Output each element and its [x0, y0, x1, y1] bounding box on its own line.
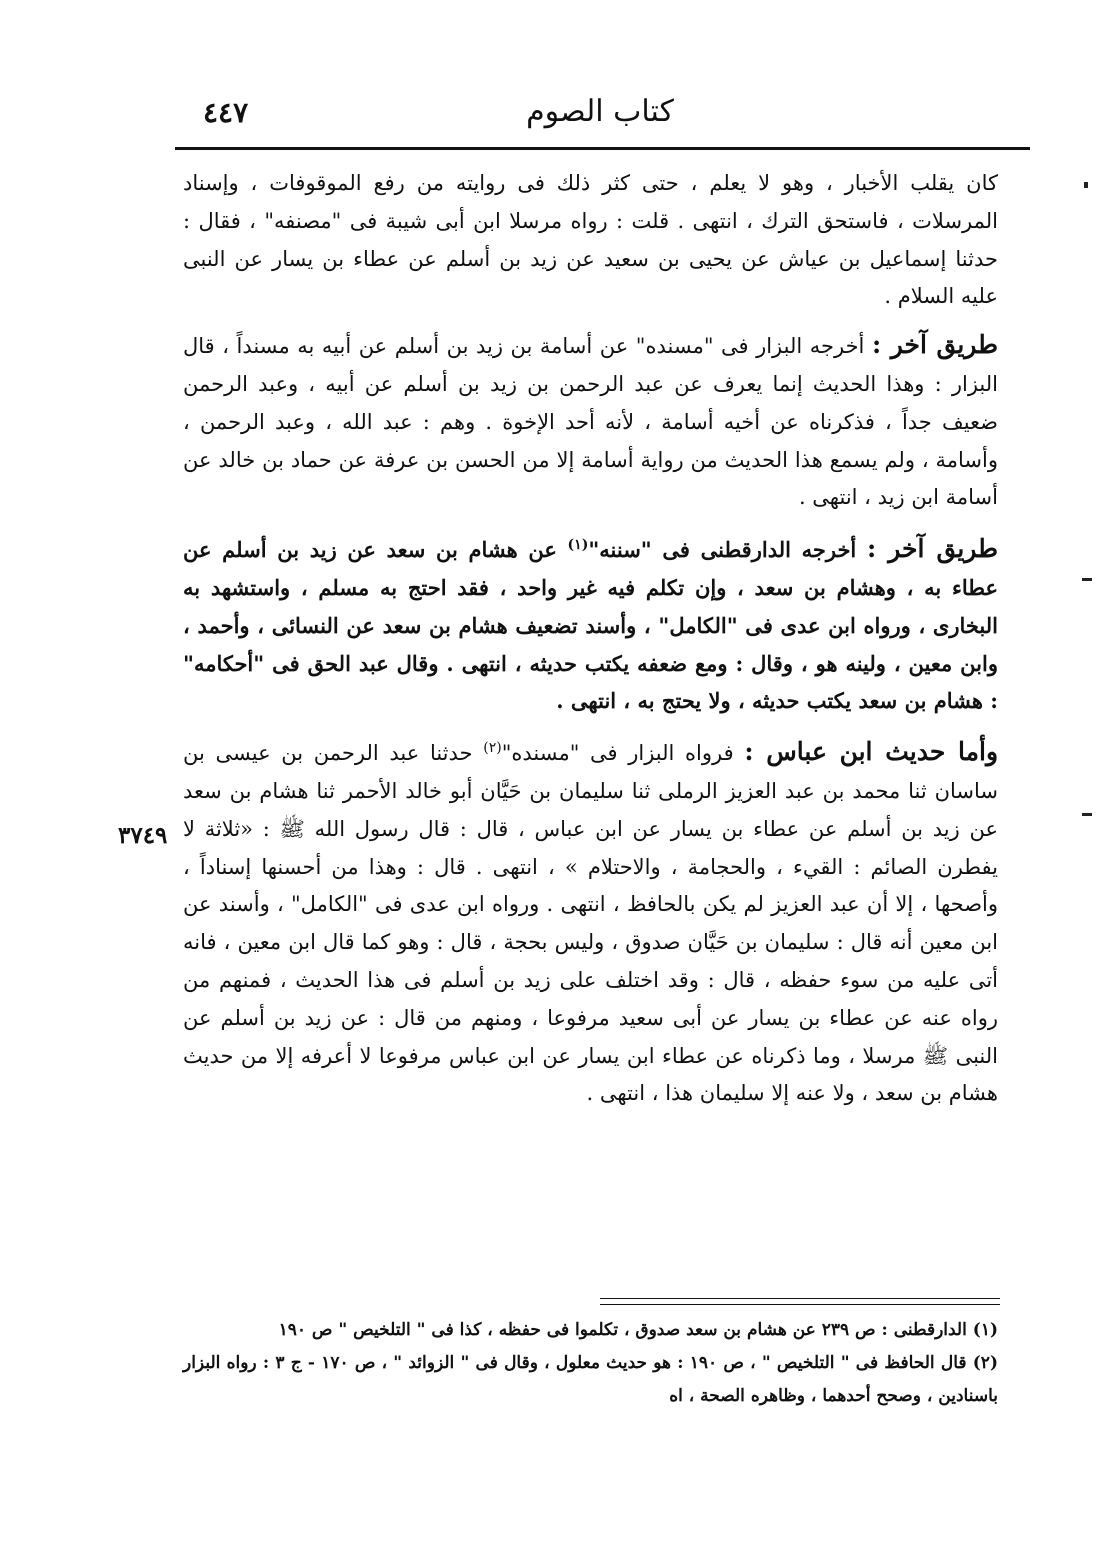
- paragraph-text: فرواه البزار فى "مسنده": [501, 741, 734, 766]
- paragraph-text: أخرجه الدارقطنى فى "سننه": [588, 537, 857, 563]
- running-title: كتاب الصوم: [526, 94, 674, 129]
- paragraph: [183, 730, 998, 1113]
- footnotes: [183, 1314, 998, 1413]
- footnote-marker: (١): [567, 537, 589, 554]
- header-rule: [175, 147, 1030, 150]
- main-text: [183, 165, 998, 1123]
- margin-mark: [1082, 813, 1092, 816]
- section-lead: طريق آخر :: [866, 534, 998, 564]
- paragraph: [183, 165, 998, 316]
- paragraph-text: حدثنا عبد الرحمن بن عيسى بن ساسان ثنا محمد بن عبد العزيز الرملى ثنا سليمان بن حَيَّان أبو خالد الأحمر ثنا هشام بن سعد عن زيد بن أسلم عن عطاء بن يسار عن ابن عباس ، قال : قال رسول الله ﷺ : «ثلاثة لا يفطرن الصائم : القيء ، والحجامة ، والاحتلام » ، انتهى . قال : وهذا من أحسنها إسناداً ، وأصحها ، إلا أن عبد العزيز لم يكن بالحافظ ، انتهى . ورواه ابن عدى فى "الكامل" ، وأسند عن ابن معين أنه قال : سليمان بن حَيَّان صدوق ، وليس بحجة ، قال : وهو كما قال ابن معين ، فانه أتى عليه من سوء حفظه ، قال : وقد اختلف على زيد بن أسلم فى هذا الحديث ، فمنهم من رواه عنه عن عطاء بن يسار عن أبى سعيد مرفوعا ، ومنهم من قال : عن زيد بن أسلم عن النبى ﷺ مرسلا ، وما ذكرناه عن عطاء ابن يسار عن ابن عباس مرفوعا لا أعرفه إلا من حديث هشام بن سعد ، ولا عنه إلا سليمان هذا ، انتهى .: [183, 741, 998, 1106]
- page-number: ٤٤٧: [203, 96, 249, 129]
- paragraph: [183, 326, 998, 517]
- footnote-rule: [600, 1298, 1000, 1305]
- paragraph-text: أخرجه البزار فى "مسنده" عن أسامة بن زيد بن أسلم عن أبيه به مسنداً ، قال البزار : وهذا الحديث إنما يعرف عن عبد الرحمن بن زيد بن أسلم عن أبيه ، وعبد الرحمن ضعيف جداً ، فذكرناه عن أخيه أسامة ، لأنه أحد الإخوة . وهم : عبد الله ، وعبد الرحمن ، وأسامة ، ولم يسمع هذا الحديث من رواية أسامة إلا من الحسن بن عرفة عن حماد بن خالد عن أسامة ابن زيد ، انتهى .: [183, 334, 998, 510]
- footnote: (٢) قال الحافظ فى " التلخيص " ، ص ١٩٠ : هو حديث معلول ، وقال فى " الزوائد " ، ص ١٧٠ - ج ٣ : رواه البزار باسنادين ، وصحح أحدهما ، وظاهره الصحة ، اه: [183, 1353, 998, 1406]
- hadith-number: ٣٧٤٩: [118, 822, 168, 849]
- footnote-marker: (٢): [483, 740, 502, 757]
- paragraph-text: كان يقلب الأخبار ، وهو لا يعلم ، حتى كثر ذلك فى روايته من رفع الموقوفات ، وإسناد المرسلات ، فاستحق الترك ، انتهى . قلت : رواه مرسلا ابن أبى شيبة فى "مصنفه" ، فقال : حدثنا إسماعيل بن عياش عن يحيى بن سعيد عن زيد بن أسلم عن عطاء بن يسار عن النبى عليه السلام .: [183, 171, 999, 309]
- section-lead: وأما حديث ابن عباس :: [744, 737, 999, 767]
- margin-mark: [1084, 182, 1088, 188]
- paragraph-text: عن هشام بن سعد عن زيد بن أسلم عن عطاء به ، وهشام بن سعد ، وإن تكلم فيه غير واحد ، فقد احتج به مسلم ، واستشهد به البخارى ، ورواه ابن عدى فى "الكامل" ، وأسند تضعيف هشام بن سعد عن النسائى ، وأحمد ، وابن معين ، ولينه هو ، وقال : ومع ضعفه يكتب حديثه ، انتهى . وقال عبد الحق فى "أحكامه" : هشام بن سعد يكتب حديثه ، ولا يحتج به ، انتهى .: [183, 537, 998, 714]
- section-lead: طريق آخر :: [871, 330, 998, 360]
- footnote: (١) الدارقطنى : ص ٢٣٩ عن هشام بن سعد صدوق ، تكلموا فى حفظه ، كذا فى " التلخيص " ص ١٩٠: [278, 1320, 998, 1340]
- paragraph: [183, 527, 998, 720]
- margin-mark: [1082, 578, 1092, 581]
- page-header: [175, 88, 1025, 138]
